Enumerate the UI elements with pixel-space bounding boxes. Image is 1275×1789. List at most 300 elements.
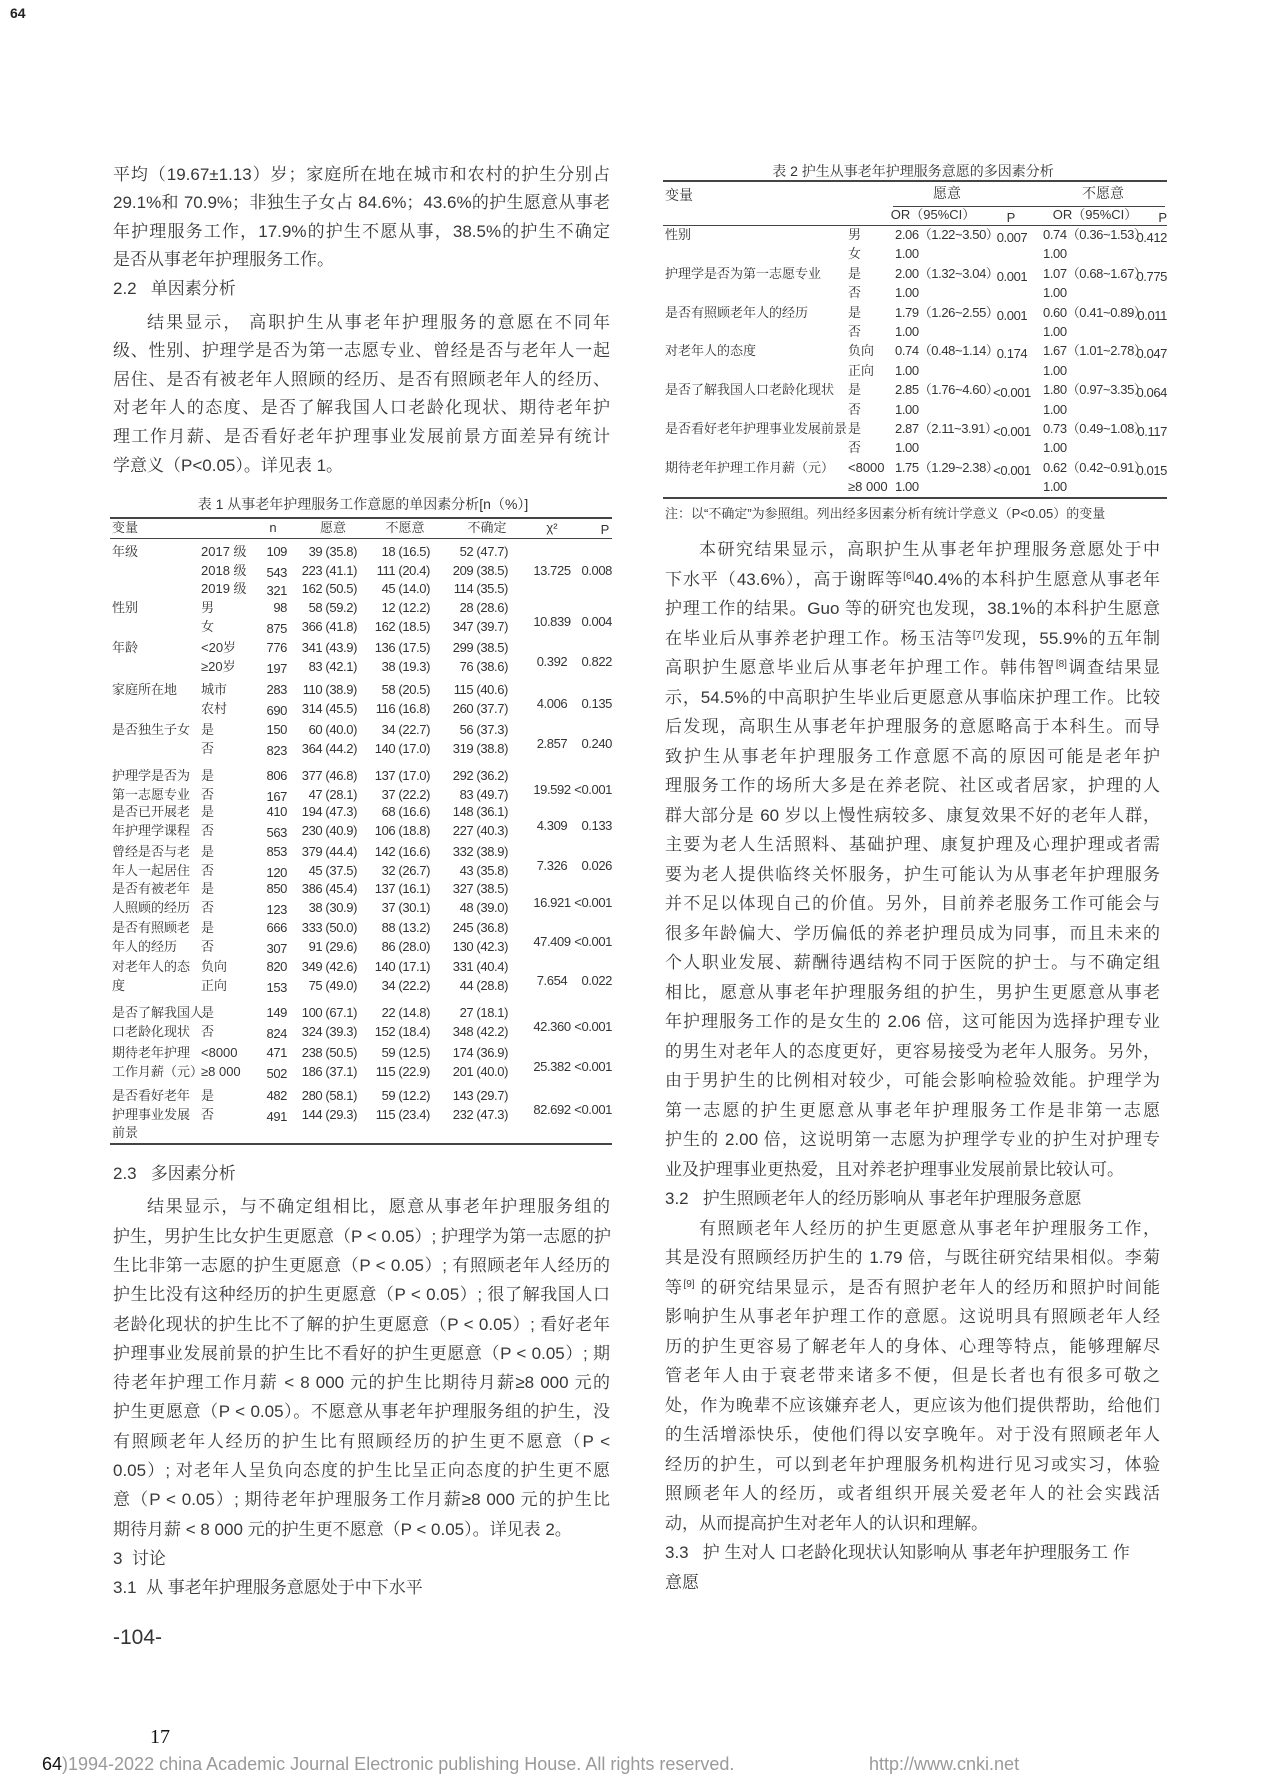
p-unwilling: 0.011 (1137, 307, 1167, 323)
n-value: 153 (266, 979, 287, 995)
page-label: -104- (113, 1626, 163, 1649)
n-value: 824 (266, 1025, 287, 1041)
or-unwilling: 1.80（0.97~3.35） (1043, 382, 1147, 398)
unsure-value: 148 (36.1) (452, 804, 508, 819)
n-value: 197 (266, 660, 287, 676)
variable-label: 是否有照顾老 (112, 920, 191, 935)
section-heading: 3 讨论 (113, 1548, 166, 1568)
variable-label: 年护理学课程 (112, 822, 191, 838)
unwilling-value: 162 (18.5) (374, 618, 430, 634)
header-unwilling: 不愿意 (1082, 185, 1124, 201)
paragraph-line: 并不足以体现自己的价值。另外，目前养老服务工作可能会与 (665, 894, 1160, 914)
n-value: 283 (266, 682, 287, 697)
p-unwilling: 0.064 (1136, 385, 1167, 401)
unsure-value: 52 (47.7) (459, 544, 508, 559)
variable-label: 是否了解我国人 (112, 1005, 204, 1020)
variable-label: 年龄 (112, 640, 139, 655)
chi2-value: 0.392 (536, 654, 568, 669)
n-value: 875 (266, 620, 287, 636)
level-label: 否 (201, 822, 215, 838)
p-value: <0.001 (574, 782, 612, 797)
header-willing: 愿意 (319, 520, 346, 535)
body-section (113, 1159, 610, 1188)
level-label: 是 (201, 920, 215, 935)
unwilling-value: 106 (18.8) (374, 822, 430, 838)
willing-value: 194 (47.3) (301, 804, 357, 819)
citation-ref: [8] (1055, 659, 1067, 671)
n-value: 823 (266, 742, 287, 758)
level-label: <8000 (848, 459, 885, 475)
n-value: 471 (266, 1045, 287, 1060)
paragraph-line: 护理工作的结果。Guo 等的研究也发现，38.1%的本科护生愿意 (665, 599, 1160, 619)
paragraph-line: 0.05）; 对老年人呈负向态度的护生比呈正向态度的护生更不愿 (113, 1461, 610, 1481)
or-willing: 1.00 (895, 285, 919, 301)
unsure-value: 209 (38.5) (452, 562, 508, 578)
variable-label: 家庭所在地 (112, 682, 178, 697)
p-willing: 0.001 (996, 307, 1028, 323)
unwilling-value: 88 (13.2) (381, 920, 430, 935)
paragraph-line (665, 1273, 1160, 1303)
chi2-value: 47.409 (533, 934, 571, 949)
unwilling-value: 140 (17.0) (374, 740, 430, 756)
willing-value: 314 (45.5) (301, 700, 357, 716)
level-label: 否 (201, 899, 215, 915)
p-unwilling: 0.015 (1136, 462, 1167, 478)
citation-ref: [6] (903, 570, 915, 582)
paragraph-line: 理工作月薪、是否看好老年护理事业发展前景方面差异有统计 (113, 427, 610, 447)
cnki-link[interactable]: http://www.cnki.net (869, 1754, 1020, 1774)
level-label: 是 (848, 265, 862, 281)
table-2-title: 表 2 护生从事老年护理服务意愿的多因素分析 (772, 163, 1054, 179)
unsure-value: 260 (37.7) (452, 700, 508, 716)
level-label: 否 (848, 440, 862, 456)
unwilling-value: 111 (20.4) (376, 562, 430, 578)
overlay-superscript: 17 (150, 1726, 170, 1748)
or-unwilling: 1.00 (1043, 285, 1067, 301)
level-label: 2019 级 (201, 581, 247, 597)
paragraph-line: 老龄化现状的护生比不了解的护生更愿意（P < 0.05）; 看好老年 (113, 1314, 610, 1334)
variable-label: 性别 (112, 600, 139, 615)
text-run: 等 (665, 1277, 684, 1297)
level-label: 正向 (201, 977, 228, 993)
paragraph-line: 其是没有照顾经历护生的 1.79 倍，与既往研究结果相似。李菊 (665, 1248, 1160, 1268)
unsure-value: 114 (35.5) (453, 581, 508, 597)
unsure-value: 292 (36.2) (452, 768, 508, 783)
n-value: 410 (266, 804, 287, 819)
header-or-willing: OR（95%CI） (890, 207, 976, 222)
n-value: 820 (266, 959, 287, 974)
variable-label: 是否有被老年 (112, 881, 191, 896)
header-p: P (600, 522, 610, 537)
level-label: 否 (201, 740, 215, 756)
or-willing: 0.74（0.48~1.14） (895, 343, 999, 359)
variable-label: 是否看好老年 (112, 1088, 191, 1103)
paragraph-line: 年护理服务工作，17.9%的护生不愿从事，38.5%的护生不确定 (113, 221, 610, 241)
unwilling-value: 68 (16.6) (381, 804, 430, 819)
unsure-value: 348 (42.2) (452, 1023, 508, 1039)
variable-label: 对老年人的态度 (665, 343, 757, 359)
p-willing: <0.001 (993, 462, 1031, 478)
unwilling-value: 58 (20.5) (381, 682, 430, 697)
unwilling-value: 37 (22.2) (381, 786, 430, 802)
paragraph-line: 历的护生更容易了解老年人的身体、心理等特点，能够理解尽 (665, 1336, 1160, 1356)
p-unwilling: 0.775 (1136, 268, 1167, 284)
variable-label: 期待老年护理工作月薪（元） (665, 459, 835, 475)
unwilling-value: 140 (17.1) (374, 959, 430, 974)
paragraph-line: 护生，男护生比女护生更愿意（P < 0.05）; 护理学为第一志愿的护 (113, 1226, 611, 1246)
level-label: ≥20岁 (201, 658, 236, 674)
n-value: 98 (273, 600, 287, 615)
unwilling-value: 34 (22.2) (381, 977, 430, 993)
level-label: 是 (201, 768, 215, 783)
willing-value: 364 (44.2) (301, 740, 357, 756)
or-unwilling: 0.60（0.41~0.89） (1043, 304, 1147, 320)
level-label: ≥8 000 (201, 1063, 241, 1079)
unsure-value: 56 (37.3) (459, 722, 508, 737)
variable-label: 是否独生子女 (112, 722, 191, 737)
p-willing: <0.001 (993, 385, 1031, 401)
level-label: 正向 (848, 362, 875, 378)
level-label: 否 (201, 1023, 215, 1039)
p-unwilling: 0.412 (1136, 230, 1167, 245)
or-willing: 2.85（1.76~4.60） (895, 382, 999, 398)
or-willing: 2.87（2.11~3.91） (895, 421, 998, 436)
p-willing: 0.007 (996, 230, 1028, 245)
level-label: 2018 级 (201, 562, 247, 578)
unwilling-value: 37 (30.1) (381, 899, 430, 915)
body-section (113, 309, 610, 481)
or-willing: 1.75（1.29~2.38） (895, 459, 999, 475)
paragraph-line: 致护生从事老年护理服务工作意愿不高的原因可能是老年护 (665, 746, 1160, 766)
unsure-value: 347 (39.7) (452, 618, 508, 634)
unwilling-value: 18 (16.5) (381, 544, 430, 559)
paragraph-line: 示，54.5%的中高职护生毕业后更愿意从事临床护理工作。比较 (665, 687, 1160, 707)
level-label: 否 (201, 786, 215, 802)
or-willing: 1.00 (895, 401, 919, 417)
level-label: 是 (848, 304, 862, 320)
unsure-value: 201 (40.0) (452, 1063, 508, 1079)
p-willing: 0.174 (996, 346, 1028, 362)
or-unwilling: 1.00 (1043, 479, 1067, 495)
variable-label: 护理事业发展 (112, 1106, 191, 1122)
unsure-value: 83 (49.7) (459, 786, 508, 802)
paragraph-line: 学意义（P<0.05）。详见表 1。 (113, 455, 344, 475)
willing-value: 39 (35.8) (308, 544, 357, 559)
paragraph-line: 期待月薪 < 8 000 元的护生更不愿意（P < 0.05）。详见表 2。 (113, 1519, 572, 1539)
chi2-value: 82.692 (533, 1102, 571, 1117)
paragraph-line: 结果显示， 高职护生从事老年护理服务的意愿在不同年 (147, 312, 610, 332)
willing-value: 47 (28.1) (308, 786, 357, 802)
n-value: 150 (266, 722, 287, 737)
level-label: 2017 级 (201, 544, 247, 559)
chi2-value: 4.309 (536, 818, 568, 833)
or-unwilling: 0.73（0.49~1.08） (1043, 421, 1147, 436)
willing-value: 60 (40.0) (308, 722, 357, 737)
n-value: 776 (266, 640, 287, 655)
n-value: 120 (266, 864, 287, 880)
level-label: ≥8 000 (848, 479, 888, 495)
n-value: 109 (266, 544, 287, 559)
paragraph-line: 要为老人提供临终关怀服务，护生可能认为从事老年护理服务 (665, 864, 1160, 884)
level-label: <20岁 (201, 640, 237, 655)
paragraph-line (665, 653, 1160, 683)
variable-label: 度 (112, 977, 126, 993)
header-chi2: χ² (546, 520, 558, 535)
willing-value: 333 (50.0) (301, 920, 357, 935)
paragraph-line (665, 565, 1160, 595)
copyright-text: )1994-2022 china Academic Journal Electronic publishing House. All rights reserved. (62, 1754, 735, 1774)
chi2-value: 19.592 (533, 782, 571, 797)
or-unwilling: 0.62（0.42~0.91） (1043, 459, 1147, 475)
or-willing: 2.00（1.32~3.04） (895, 265, 999, 281)
paragraph-line: 第一志愿的护生更愿意从事老年护理服务工作是非第一志愿 (665, 1100, 1160, 1120)
table-rule (663, 497, 1167, 499)
unsure-value: 319 (38.8) (452, 740, 508, 756)
p-value: <0.001 (574, 1019, 612, 1034)
body-section (665, 535, 1160, 1597)
unwilling-value: 136 (17.5) (374, 640, 430, 655)
level-label: 否 (201, 862, 215, 878)
paragraph-line: 处，作为晚辈不应该嫌弃老人，更应该为他们提供帮助，给他们 (665, 1395, 1160, 1415)
or-unwilling: 1.67（1.01~2.78） (1043, 343, 1147, 359)
paragraph-line: 护生比没有这种经历的护生更愿意（P < 0.05）; 很了解我国人口 (113, 1285, 610, 1305)
unwilling-value: 32 (26.7) (381, 862, 430, 878)
willing-value: 230 (40.9) (301, 822, 357, 838)
paragraph-line: 业及护理事业更热爱，且对养老护理事业发展前景比较认可。 (665, 1159, 1124, 1179)
variable-label: 年级 (112, 544, 139, 559)
willing-value: 91 (29.6) (308, 938, 357, 954)
paragraph-line: 个人职业发展、薪酬待遇结构不同于医院的护士。与不确定组 (665, 953, 1160, 973)
level-label: 城市 (201, 682, 228, 697)
chi2-value: 13.725 (533, 562, 571, 578)
p-willing: <0.001 (993, 424, 1031, 439)
p-value: 0.026 (581, 858, 612, 873)
n-value: 123 (266, 901, 287, 917)
header-p-willing: P (1006, 210, 1016, 225)
willing-value: 144 (29.3) (301, 1106, 357, 1122)
willing-value: 100 (67.1) (301, 1005, 357, 1020)
level-label: 是 (201, 1005, 215, 1020)
or-willing: 1.00 (895, 362, 919, 378)
level-label: 是 (201, 844, 215, 859)
variable-label: 第一志愿专业 (112, 786, 191, 802)
paragraph-line: 的男生对老年人的态度更好，更容易接受为老年人服务。另外， (665, 1041, 1160, 1061)
unwilling-value: 137 (17.0) (374, 768, 430, 783)
body-section (113, 161, 610, 304)
willing-value: 386 (45.4) (301, 881, 357, 896)
variable-label: 年人的经历 (112, 938, 178, 954)
level-label: 负向 (848, 343, 875, 359)
willing-value: 223 (41.1) (301, 562, 357, 578)
n-value: 690 (266, 702, 287, 718)
n-value: 307 (266, 940, 287, 956)
unwilling-value: 12 (12.2) (381, 600, 430, 615)
paragraph-line: 是否从事老年护理服务工作。 (113, 250, 334, 270)
header-unwilling: 不愿意 (385, 520, 425, 535)
paragraph-line: 群大部分是 60 岁以上慢性病较多、康复效果不好的老年人群， (665, 805, 1160, 825)
p-value: <0.001 (574, 1102, 612, 1117)
willing-value: 45 (37.5) (308, 862, 357, 878)
n-value: 502 (266, 1065, 287, 1081)
text-run: 在毕业后从事养老护理工作。杨玉洁等 (665, 628, 973, 648)
level-label: 否 (201, 1106, 215, 1122)
level-label: 农村 (201, 700, 228, 716)
paragraph-line: 29.1%和 70.9%；非独生子女占 84.6%；43.6%的护生愿意从事老 (113, 193, 610, 213)
text-run: 40.4%的本科护生愿意从事老年 (914, 569, 1161, 589)
table-rule (110, 1143, 612, 1145)
variable-label: 是否已开展老 (112, 804, 191, 819)
variable-label: 年人一起居住 (112, 862, 191, 878)
n-value: 167 (266, 788, 287, 804)
section-heading: 3.1 从 事老年护理服务意愿处于中下水平 (113, 1578, 423, 1598)
unsure-value: 174 (36.9) (452, 1045, 508, 1060)
or-unwilling: 0.74（0.36~1.53） (1043, 227, 1147, 242)
or-willing: 1.00 (895, 440, 919, 456)
header-variable: 变量 (112, 520, 139, 535)
paragraph-line: 居住、是否有被老年人照顾的经历、是否有照顾老年人的经历、 (113, 369, 610, 389)
unsure-value: 28 (28.6) (459, 600, 508, 615)
unsure-value: 232 (47.3) (452, 1106, 508, 1122)
willing-value: 162 (50.5) (301, 581, 357, 597)
variable-label: 护理学是否为 (112, 768, 191, 783)
paragraph-line: 理服务工作的场所大多是在养老院、社区或者居家，护理的人 (665, 776, 1160, 796)
variable-label: 护理学是否为第一志愿专业 (665, 265, 822, 281)
level-label: 是 (848, 382, 862, 398)
header-n: n (269, 520, 277, 535)
table-1-title: 表 1 从事老年护理服务工作意愿的单因素分析[n（%）] (197, 496, 529, 512)
unwilling-value: 59 (12.2) (381, 1088, 430, 1103)
unwilling-value: 34 (22.7) (381, 722, 430, 737)
paragraph-line: 平均（19.67±1.13）岁；家庭所在地在城市和农村的护生分别占 (113, 164, 610, 184)
variable-label: 性别 (665, 227, 692, 242)
paragraph-line: 有照顾老年人经历的护生比有照顾经历的护生更不愿意（P < (113, 1431, 610, 1451)
unwilling-value: 86 (28.0) (381, 938, 430, 954)
unsure-value: 331 (40.4) (452, 959, 508, 974)
willing-value: 324 (39.3) (301, 1023, 357, 1039)
paragraph-line: 本研究结果显示，高职护生从事老年护理服务意愿处于中 (699, 540, 1160, 560)
or-unwilling: 1.00 (1043, 362, 1067, 378)
or-willing: 1.00 (895, 246, 919, 262)
level-label: 女 (848, 246, 862, 262)
willing-value: 238 (50.5) (301, 1045, 357, 1060)
table-rule (110, 538, 612, 539)
n-value: 850 (266, 881, 287, 896)
or-unwilling: 1.00 (1043, 401, 1067, 417)
level-label: 负向 (201, 959, 228, 974)
unsure-value: 44 (28.8) (459, 977, 508, 993)
overlay-number: 64 (42, 1754, 63, 1774)
unsure-value: 48 (39.0) (459, 899, 508, 915)
p-value: 0.240 (581, 736, 612, 751)
unsure-value: 227 (40.3) (452, 822, 508, 838)
willing-value: 341 (43.9) (301, 640, 357, 655)
paragraph-line: 护理事业发展前景的护生比不看好的护生更愿意（P < 0.05）; 期 (113, 1343, 610, 1363)
unwilling-value: 22 (14.8) (381, 1005, 430, 1020)
chi2-value: 42.360 (533, 1019, 571, 1034)
level-label: 是 (201, 1088, 215, 1103)
n-value: 853 (266, 844, 287, 859)
or-unwilling: 1.00 (1043, 324, 1067, 339)
variable-label: 曾经是否与老 (112, 844, 191, 859)
chi2-value: 7.326 (536, 858, 568, 873)
chi2-value: 10.839 (533, 614, 571, 629)
n-value: 491 (266, 1108, 287, 1124)
paragraph-line: 相比，愿意从事老年护理服务组的护生，男护生更愿意从事老 (665, 982, 1160, 1002)
p-value: 0.004 (581, 614, 612, 629)
willing-value: 110 (38.9) (302, 682, 357, 697)
willing-value: 280 (58.1) (301, 1088, 357, 1103)
unsure-value: 76 (38.6) (459, 658, 508, 674)
n-value: 482 (266, 1088, 287, 1103)
unwilling-value: 45 (14.0) (381, 581, 430, 597)
p-value: <0.001 (574, 895, 612, 910)
chi2-value: 2.857 (536, 736, 568, 751)
p-value: 0.022 (581, 973, 612, 988)
unwilling-value: 137 (16.1) (374, 881, 430, 896)
variable-label: 人照顾的经历 (112, 899, 191, 915)
variable-label: 工作月薪（元） (112, 1063, 204, 1079)
text-run: 调查结果显 (1066, 658, 1161, 678)
paragraph-line: 级、性别、护理学是否为第一志愿专业、曾经是否与老年人一起 (113, 341, 610, 361)
chi2-value: 16.921 (533, 895, 571, 910)
paragraph-line: 由于男护生的比例相对较少，可能会影响检验效能。护理学为 (665, 1071, 1160, 1091)
unwilling-value: 115 (23.4) (375, 1106, 430, 1122)
paragraph-line: 照顾老年人的经历，或者组织开展关爱老年人的社会实践活 (665, 1484, 1160, 1504)
paragraph-line: 经历的护生，可以到老年护理服务机构进行见习或实习，体验 (665, 1454, 1160, 1474)
header-variable: 变量 (665, 187, 693, 203)
unsure-value: 27 (18.1) (459, 1005, 508, 1020)
p-unwilling: 0.117 (1137, 424, 1167, 439)
unwilling-value: 38 (19.3) (381, 658, 430, 674)
n-value: 806 (266, 768, 287, 783)
text-run: 下水平（43.6%），高于谢晖等 (665, 569, 904, 589)
unwilling-value: 116 (16.8) (375, 700, 430, 716)
n-value: 563 (266, 824, 287, 840)
paragraph-line: 的生活增添快乐，使他们得以安享晚年。对于没有照顾老年人 (665, 1425, 1160, 1445)
willing-value: 38 (30.9) (308, 899, 357, 915)
paragraph-line: 意（P < 0.05）; 期待老年护理服务工作月薪≥8 000 元的护生比 (113, 1490, 610, 1510)
variable-label: 是否有照顾老年人的经历 (665, 304, 809, 320)
willing-value: 349 (42.6) (301, 959, 357, 974)
table-rule (663, 180, 1167, 182)
unwilling-value: 59 (12.5) (381, 1045, 430, 1060)
unsure-value: 332 (38.9) (452, 844, 508, 859)
or-unwilling: 1.00 (1043, 440, 1067, 456)
header-or-unwilling: OR（95%CI） (1052, 207, 1138, 222)
header-unsure: 不确定 (467, 520, 507, 535)
header-p-unwilling: P (1158, 210, 1167, 225)
paragraph-line: 动，从而提高护生对老年人的认识和理解。 (665, 1513, 988, 1533)
or-willing: 1.00 (895, 479, 919, 495)
header-willing: 愿意 (933, 185, 961, 201)
level-label: 女 (201, 618, 215, 634)
variable-label: 口老龄化现状 (112, 1023, 191, 1039)
chi2-value: 4.006 (536, 696, 568, 711)
paragraph-line: 护生更愿意（P < 0.05）。不愿意从事老年护理服务组的护生，没 (113, 1402, 610, 1422)
paragraph-line: 很多年龄偏大、学历偏低的养老护理员成为同事，而且未来的 (665, 923, 1160, 943)
section-heading: 3.3 护 生对人 口老龄化现状认知影响从 事老年护理服务工 作 (665, 1543, 1130, 1563)
unwilling-value: 142 (16.6) (374, 844, 430, 859)
willing-value: 75 (49.0) (308, 977, 357, 993)
level-label: <8000 (201, 1045, 238, 1060)
level-label: 是 (201, 804, 215, 819)
willing-value: 83 (42.1) (308, 658, 357, 674)
p-value: 0.822 (581, 654, 612, 669)
section-heading: 2.3 多因素分析 (113, 1163, 236, 1183)
or-willing: 1.00 (895, 324, 919, 339)
paragraph-line: 对老年人的态度、是否了解我国人口老龄化现状、期待老年护 (113, 398, 610, 418)
variable-label: 是否了解我国人口老龄化现状 (665, 382, 835, 398)
